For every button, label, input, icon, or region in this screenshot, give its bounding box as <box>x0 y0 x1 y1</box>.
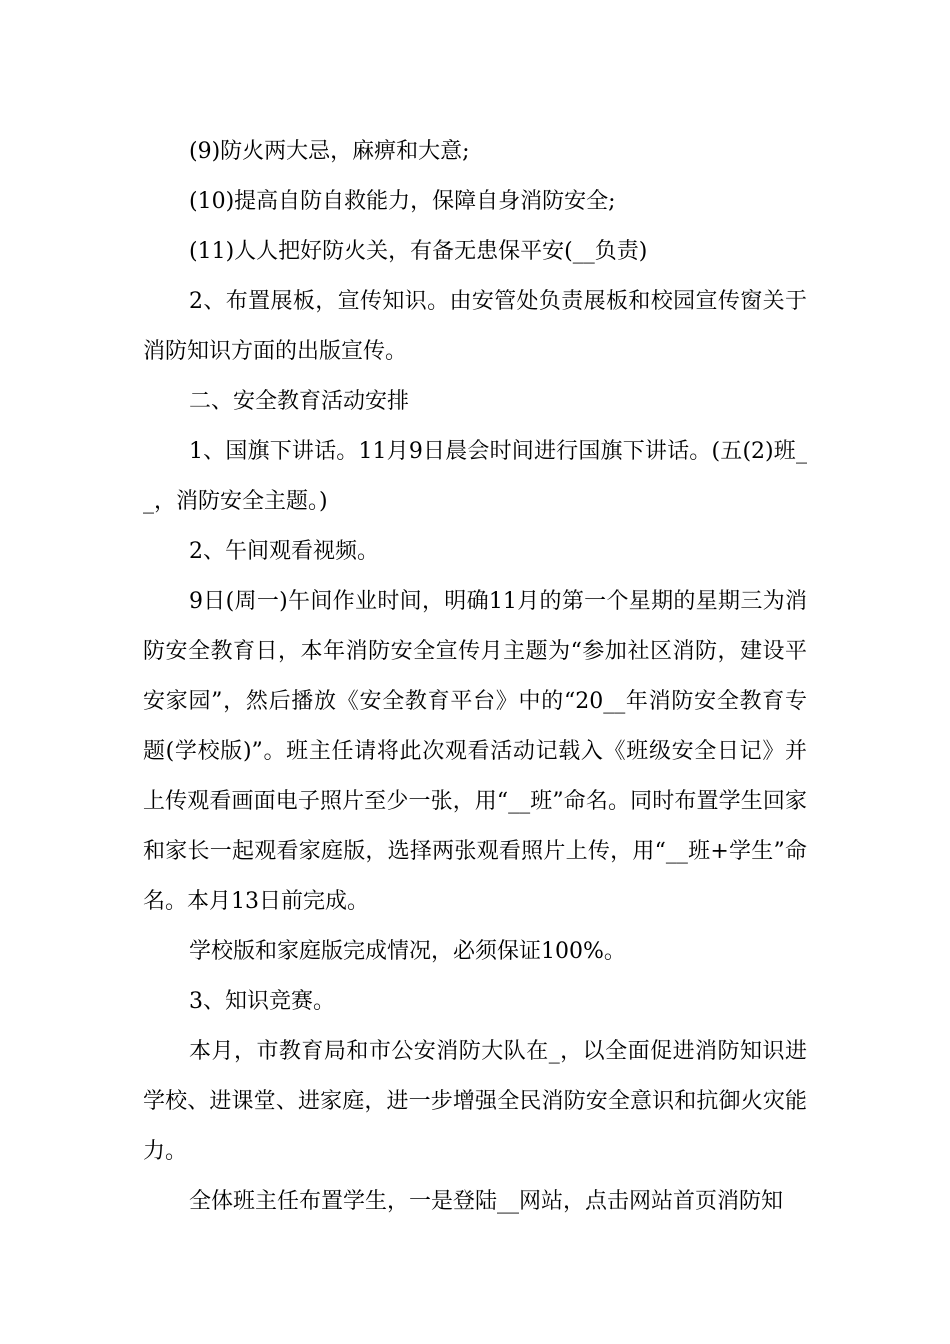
paragraph-completion-rate: 学校版和家庭版完成情况，必须保证100%。 <box>189 939 626 964</box>
paragraph-contest-details: 本月，市教育局和市公安消防大队在_，以全面促进消防知识进学校、进课堂、进家庭，进一步增强全民消防安全意识和抗御火灾能力。 <box>143 1039 807 1164</box>
paragraph-item-11: (11)人人把好防火关，有备无患保平安(__负责) <box>189 239 648 264</box>
paragraph-teacher-instructions: 全体班主任布置学生，一是登陆__网站，点击网站首页消防知 <box>189 1189 784 1214</box>
section-heading-activities: 二、安全教育活动安排 <box>189 389 410 414</box>
document-body <box>143 127 807 1227</box>
paragraph-video-details: 9日(周一)午间作业时间，明确11月的第一个星期的星期三为消防安全教育日，本年消防安全宣传月主题为“参加社区消防，建设平安家园”，然后播放《安全教育平台》中的“20__年消防安全教育专题(学校版)”。班主任请将此次观看活动记载入《班级安全日记》并上传观看画面电子照片至少一张，用“__班”命名。同时布置学生回家和家长一起观看家庭版，选择两张观看照片上传，用“__班+学生”命名。本月13日前完成。 <box>143 589 807 914</box>
paragraph-item-9: (9)防火两大忌，麻痹和大意; <box>189 139 470 164</box>
paragraph-contest-heading: 3、知识竞赛。 <box>189 989 335 1014</box>
paragraph-video-heading: 2、午间观看视频。 <box>189 539 379 564</box>
paragraph-item-10: (10)提高自防自救能力，保障自身消防安全; <box>189 189 616 214</box>
paragraph-display-board: 2、布置展板，宣传知识。由安管处负责展板和校园宣传窗关于消防知识方面的出版宣传。 <box>143 289 807 364</box>
paragraph-flag-speech: 1、国旗下讲话。11月9日晨会时间进行国旗下讲话。(五(2)班__，消防安全主题。) <box>143 439 807 514</box>
